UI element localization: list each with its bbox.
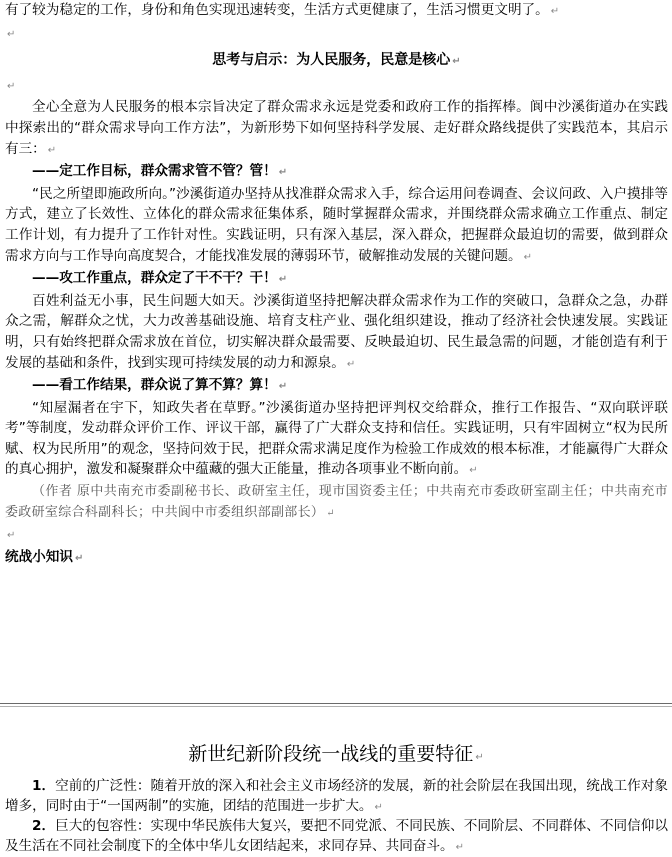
section-divider-secondary	[0, 706, 672, 707]
paragraph-mark-icon: ↵	[326, 507, 335, 519]
author-note: （作者 原中共南充市委副秘书长、政研室主任，现市国资委主任；中共南充市委政研室副主任；中共南充市委政研室综合科副科长；中共阆中市委组织部副部长） ↵	[5, 484, 668, 520]
paragraph-mark-icon: ↵	[47, 144, 57, 156]
point-heading-2: ——攻工作重点，群众定了干不干？干！ ↵	[32, 270, 288, 287]
paragraph-mark-icon: ↵	[374, 801, 383, 813]
paragraph-mark-icon: ↵	[7, 28, 16, 40]
paragraph-mark-icon: ↵	[469, 465, 478, 477]
section-divider	[0, 703, 672, 704]
point-heading-3: ——看工作结果，群众说了算不算？算！ ↵	[32, 377, 288, 394]
knowledge-item-2: 2．巨大的包容性：实现中华民族伟大复兴，要把不同党派、不同民族、不同阶层、不同群体、不同信仰以及生活在不同社会制度下的全体中华儿女团结起来，求同存异、共同奋斗。 ↵	[5, 818, 668, 854]
paragraph-mark-icon: ↵	[550, 6, 560, 17]
point-body-3: “知屋漏者在宇下，知政失者在草野。”沙溪街道办坚持把评判权交给群众，推行工作报告、“双向联评联考”等制度，发动群众评价工作、评议干部，赢得了广大群众支持和信任。实践证明，只有牢固树立“权为民所赋、权为民所用”的观念，坚持问效于民，把群众需求满足度作为检验工作成效的根本标准，才能赢得广大群众的真心拥护，激发和凝聚群众中蕴藏的强大正能量，推动各项事业不断向前。 ↵	[5, 399, 668, 478]
paragraph-mark-icon: ↵	[278, 381, 288, 393]
paragraph-mark-icon: ↵	[455, 841, 464, 853]
paragraph-mark-icon: ↵	[7, 530, 16, 542]
paragraph-mark-icon: ↵	[7, 80, 16, 92]
intro-tail-paragraph: 有了较为稳定的工作，身份和角色实现迅速转变，生活方式更健康了，生活习惯更文明了。 ↵	[5, 2, 560, 18]
point-heading-1: ——定工作目标，群众需求管不管？管！ ↵	[32, 163, 288, 180]
knowledge-box	[0, 722, 672, 857]
paragraph-mark-icon: ↵	[475, 752, 484, 763]
paragraph-mark-icon: ↵	[346, 358, 356, 370]
point-body-2: 百姓利益无小事，民生问题大如天。沙溪街道坚持把解决群众需求作为工作的突破口，急群众之急，办群众之需，解群众之忧，大力改善基础设施、培育支柱产业、强化组织建设，推动了经济社会快速发展。实践证明，只有始终把群众需求放在首位，切实解决群众最需要、反映最迫切、民生最急需的问题，才能创造有利于发展的基础和条件，找到实现可持续发展的动力和源泉。 ↵	[5, 292, 668, 371]
sidebar-label: 统战小知识 ↵	[5, 548, 84, 565]
knowledge-title: 新世纪新阶段统一战线的重要特征 ↵	[188, 743, 484, 765]
section-heading: 思考与启示：为人民服务，民意是核心 ↵	[212, 52, 461, 69]
empty-line	[0, 524, 672, 547]
empty-line	[0, 75, 672, 98]
paragraph-mark-icon: ↵	[278, 167, 288, 179]
paragraph-mark-icon: ↵	[452, 56, 461, 68]
paragraph-mark-icon: ↵	[523, 251, 532, 263]
paragraph-mark-icon: ↵	[74, 552, 84, 564]
point-body-1: “民之所望即施政所向。”沙溪街道办坚持从找准群众需求入手，综合运用问卷调查、会议问政、入户摸排等方式，建立了长效性、立体化的群众需求征集体系，随时掌握群众需求，并围绕群众需求确立工作重点、制定工作计划，有力提升了工作针对性。实践证明，只有深入基层，深入群众，把握群众最迫切的需要，做到群众需求方向与工作导向高度契合，才能找准发展的薄弱环节，破解推动发展的关键问题。 ↵	[5, 185, 668, 264]
empty-line	[0, 23, 672, 46]
paragraph-mark-icon: ↵	[278, 274, 288, 286]
knowledge-item-1: 1．空前的广泛性：随着开放的深入和社会主义市场经济的发展，新的社会阶层在我国出现，统战工作对象增多，同时由于“一国两制”的实施，团结的范围进一步扩大。 ↵	[5, 778, 668, 814]
opening-paragraph: 全心全意为人民服务的根本宗旨决定了群众需求永远是党委和政府工作的指挥棒。阆中沙溪街道办在实践中探索出的“群众需求导向工作方法”，为新形势下如何坚持科学发展、走好群众路线提供了实践范本，其启示有三： ↵	[5, 99, 668, 157]
